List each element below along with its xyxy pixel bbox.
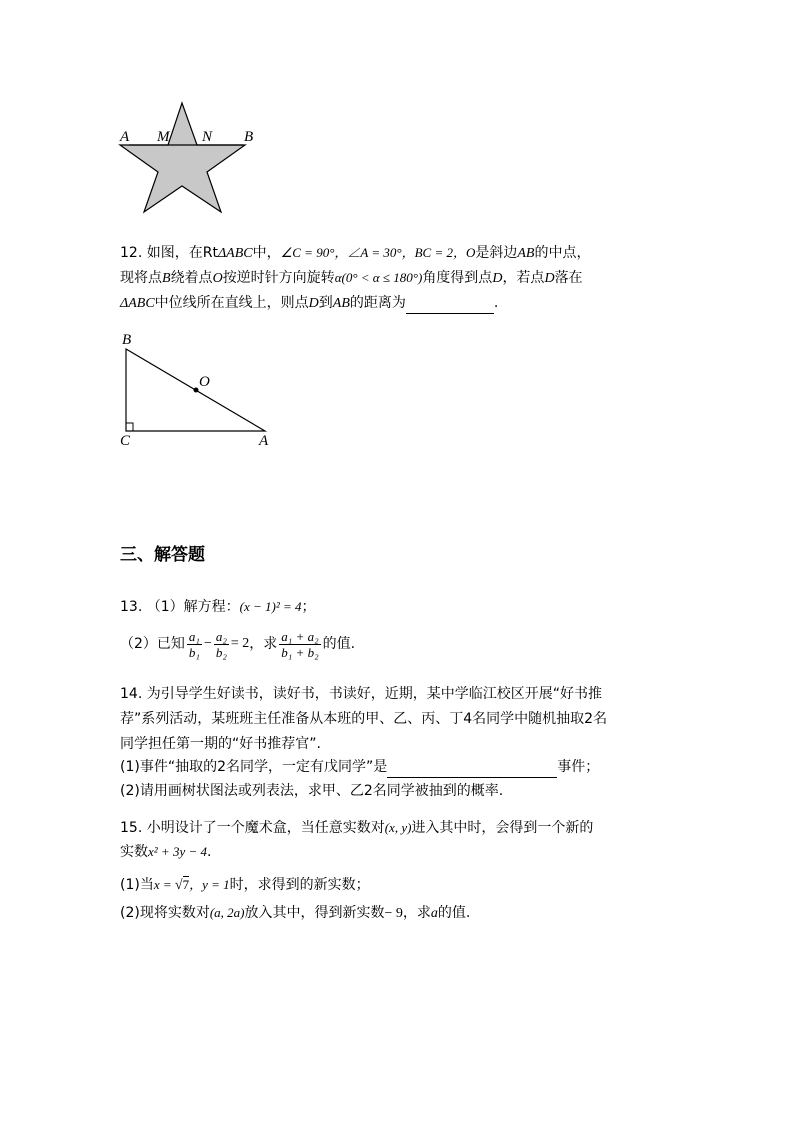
star-shape bbox=[120, 103, 245, 212]
right-angle-mark bbox=[126, 423, 133, 431]
q13-line1: 13. （1）解方程：(x − 1)² = 4； bbox=[120, 599, 316, 615]
q15-line3: (1)当x = √7，y = 1时，求得到的新实数； bbox=[120, 877, 370, 893]
star-figure bbox=[115, 95, 295, 225]
q12-line1: 12. 如图，在RtΔABC中，∠C = 90°，∠A = 30°，BC = 2，O是斜边AB的中点， bbox=[120, 245, 591, 261]
q14-line5: (2)请用画树状图法或列表法，求甲、乙2名同学被抽到的概率. bbox=[120, 783, 504, 799]
tri-label-a: A bbox=[259, 433, 269, 449]
q14-line3: 同学担任第一期的“好书推荐官”. bbox=[120, 736, 321, 752]
star-label-b: B bbox=[244, 129, 254, 145]
sqrt-symbol: √ bbox=[174, 878, 183, 893]
fraction-a1-b1: $\frac{\text{a₁}}{\text{b₁}}$ bbox=[188, 628, 200, 660]
tri-label-o: O bbox=[199, 374, 210, 390]
q14-line1: 14. 为引导学生好读书，读好书，书读好，近期，某中学临江校区开展“好书推 bbox=[120, 686, 602, 702]
star-label-n: N bbox=[202, 129, 213, 145]
q15-line2: 实数x² + 3y − 4. bbox=[120, 844, 212, 860]
q15-line4: (2)现将实数对(a, 2a)放入其中，得到新实数− 9，求a的值. bbox=[120, 905, 471, 921]
q13-line2: （2）已知 $\frac{\text{a₁}}{\text{b₁}}$ − $\frac{\text{a₂}}{\text{b₂}}$ = 2，求 $\frac{\text{a₁ + a₂}}{\text{b₁ + b₂}}$ 的值. bbox=[120, 628, 356, 660]
q12-answer-blank[interactable] bbox=[406, 293, 494, 314]
tri-label-b: B bbox=[122, 332, 132, 348]
q12-line2: 现将点B绕着点O按逆时针方向旋转α(0° < α ≤ 180°)角度得到点D，若点D落在 bbox=[120, 270, 583, 286]
star-label-m: M bbox=[157, 129, 170, 145]
q14-line4: (1)事件“抽取的2名同学，一定有戊同学”是 事件； bbox=[120, 757, 599, 778]
q14-line2: 荐”系列活动，某班班主任准备从本班的甲、乙、丙、丁4名同学中随机抽取2名 bbox=[120, 711, 608, 727]
fraction-sum: $\frac{\text{a₁ + a₂}}{\text{b₁ + b₂}}$ bbox=[281, 628, 319, 660]
tri-label-c: C bbox=[120, 433, 131, 449]
star-label-a: A bbox=[120, 129, 130, 145]
triangle-figure bbox=[118, 335, 278, 445]
q14-answer-blank[interactable] bbox=[387, 757, 557, 778]
q15-line1: 15. 小明设计了一个魔术盒，当任意实数对(x, y)进入其中时，会得到一个新的 bbox=[120, 820, 594, 836]
fraction-a2-b2: $\frac{\text{a₂}}{\text{b₂}}$ bbox=[215, 628, 227, 660]
q12-line3: ΔABC中位线所在直线上，则点D到AB的距离为 . bbox=[120, 293, 498, 314]
section-title: 三、解答题 bbox=[120, 545, 205, 565]
point-o bbox=[194, 388, 199, 393]
